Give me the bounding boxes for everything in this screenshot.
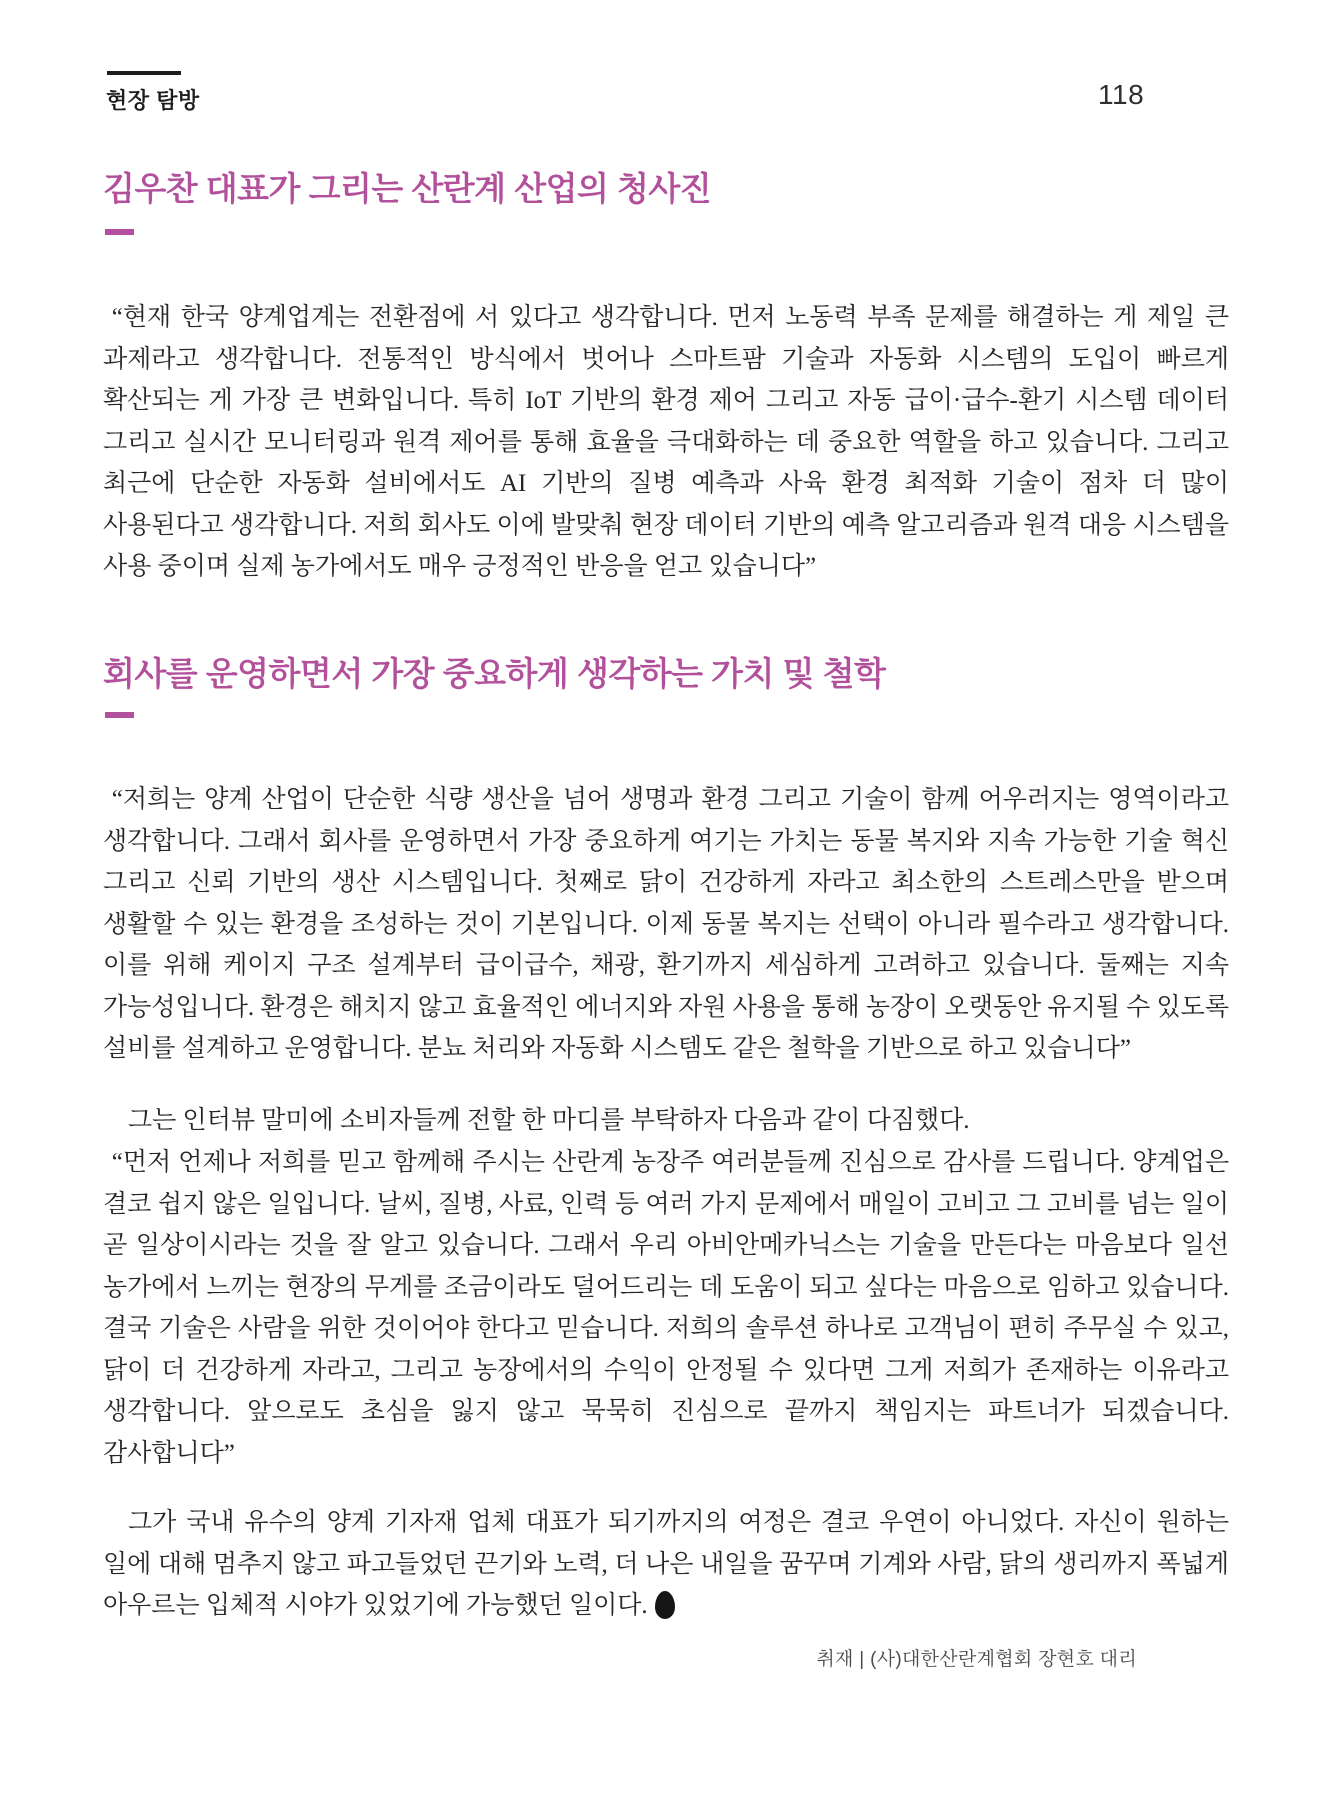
credit-line: 취재 | (사)대한산란계협회 장현호 대리 [816,1649,1137,1670]
section-2-paragraph-quote: “저희는 양계 산업이 단순한 식량 생산을 넘어 생명과 환경 그리고 기술이 함께 어우러지는 영역이라고 생각합니다. 그래서 회사를 운영하면서 가장 중요하게 여기는 가치는 동물 복지와 지속 가능한 기술 혁신 그리고 신뢰 기반의 생산 시스템입니다. 첫째로 닭이 건강하게 자라고 최소한의 스트레스만을 받으며 생활할 수 있는 환경을 조성하는 것이 기본입니다. 이제 동물 복지는 선택이 아니라 필수라고 생각합니다. 이를 위해 케이지 구조 설계부터 급이급수, 채광, 환기까지 세심하게 고려하고 있습니다. 둘째는 지속 가능성입니다. 환경은 해치지 않고 효율적인 에너지와 자원 사용을 통해 농장이 오랫동안 유지될 수 있도록 설비를 설계하고 운영합니다. 분뇨 처리와 자동화 시스템도 같은 철학을 기반으로 하고 있습니다” [103,786,1229,1062]
kicker-label: 현장 탐방 [106,88,200,113]
section-2-closing-quote: “먼저 언제나 저희를 믿고 함께해 주시는 산란계 농장주 여러분들께 진심으로 감사를 드립니다. 양계업은 결코 쉽지 않은 일입니다. 날씨, 질병, 사료, 인력 등 여러 가지 문제에서 매일이 고비고 그 고비를 넘는 일이 곧 일상이시라는 것을 잘 알고 있습니다. 그래서 우리 아비안메카닉스는 기술을 만든다는 마음보다 일선 농가에서 느끼는 현장의 무게를 조금이라도 덜어드리는 데 도움이 되고 싶다는 마음으로 임하고 있습니다. 결국 기술은 사람을 위한 것이어야 한다고 믿습니다. 저희의 솔루션 하나로 고객님이 편히 주무실 수 있고, 닭이 더 건강하게 자라고, 그리고 농장에서의 수익이 안정될 수 있다면 그게 저희가 존재하는 이유라고 생각합니다. 앞으로도 초심을 잃지 않고 묵묵히 진심으로 끝까지 책임지는 파트너가 되겠습니다. 감사합니다” [103,1149,1229,1467]
section-2-heading: 회사를 운영하면서 가장 중요하게 생각하는 가치 및 철학 [103,655,886,692]
heading-dash [105,229,134,235]
section-1-paragraph-quote: “현재 한국 양계업계는 전환점에 서 있다고 생각합니다. 먼저 노동력 부족 문제를 해결하는 게 제일 큰 과제라고 생각합니다. 전통적인 방식에서 벗어나 스마트팜 기술과 자동화 시스템의 도입이 빠르게 확산되는 게 가장 큰 변화입니다. 특히 IoT 기반의 환경 제어 그리고 자동 급이·급수-환기 시스템 데이터 그리고 실시간 모니터링과 원격 제어를 통해 효율을 극대화하는 데 중요한 역할을 하고 있습니다. 그리고 최근에 단순한 자동화 설비에서도 AI 기반의 질병 예측과 사육 환경 최적화 기술이 점차 더 많이 사용된다고 생각합니다. 저희 회사도 이에 발맞춰 현장 데이터 기반의 예측 알고리즘과 원격 대응 시스템을 사용 중이며 실제 농가에서도 매우 긍정적인 반응을 얻고 있습니다” [103,304,1229,580]
section-1-heading: 김우찬 대표가 그리는 산란계 산업의 청사진 [103,170,712,207]
section-2-narration-paragraph: 그는 인터뷰 말미에 소비자들께 전할 한 마디를 부탁하자 다음과 같이 다짐했다. [128,1107,970,1134]
page-number: 118 [1098,79,1145,110]
kicker-rule [107,71,181,75]
egg-end-mark-icon [655,1591,695,1619]
heading-dash [105,712,134,718]
closing-paragraph-text: 그가 국내 유수의 양계 기자재 업체 대표가 되기까지의 여정은 결코 우연이 아니었다. 자신이 원하는 일에 대해 멈추지 않고 파고들었던 끈기와 노력, 더 나은 내일을 꿈꾸며 기계와 사람, 닭의 생리까지 폭넓게 아우르는 입체적 시야가 있었기에 가능했던 일이다. [103,1509,1229,1619]
closing-paragraph [103,1502,1229,1627]
egg-end-mark-text: 산란 [685,1598,695,1614]
